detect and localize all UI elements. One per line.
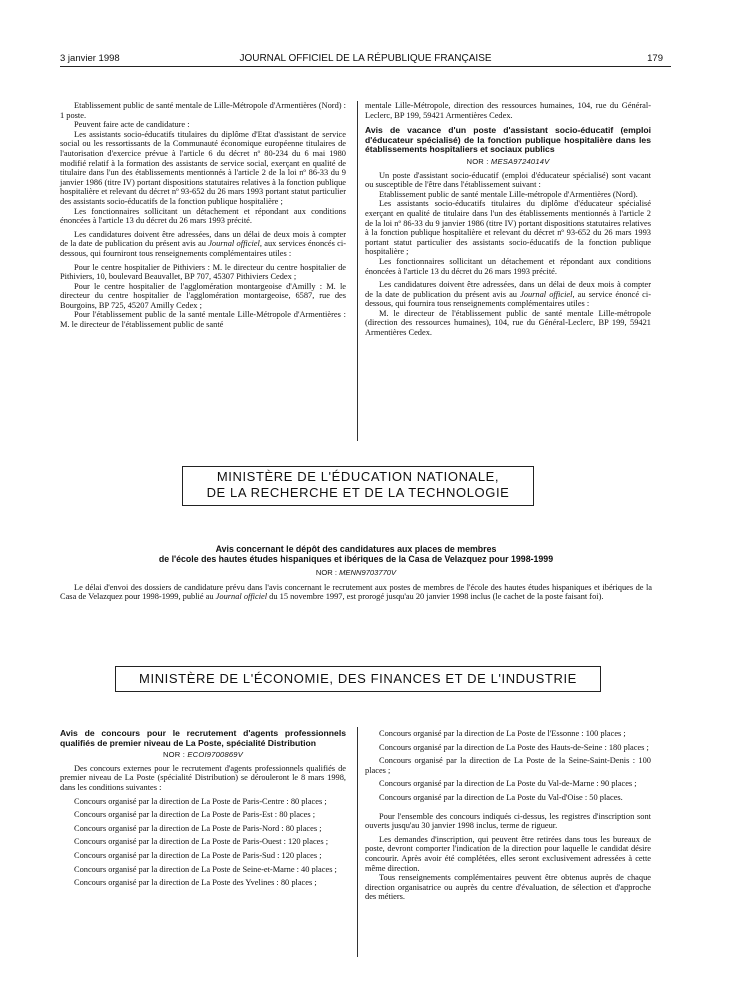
avis-concours-title: Avis de concours pour le recrutement d'agents professionnels qualifiés de premier niveau de La Poste, spécialité Distribution bbox=[60, 728, 346, 748]
paragraph-continuation: mentale Lille-Métropole, direction des ressources humaines, 104, rue du Général-Leclerc, BP 199, 59421 Armentières Cedex. bbox=[365, 101, 651, 120]
column-bottom-left bbox=[60, 729, 346, 888]
paragraph: Les assistants socio-éducatifs titulaires du diplôme d'Etat d'assistant de service social ou les ressortissants de la Communauté économique européenne titulaires de l'autorisation d'exercice prévue à l'article 6 du décret nº 80-234 du 6 mai 1980 modifié relatif à la formation des assistants de service social, exerçant en qualité de titulaire dans l'un des établissements mentionnés à l'article 2 de la loi nº 86-33 du 9 janvier 1986 (titre IV) portant dispositions statutaires relatives à la fonction publique hospitalière et relevant du décret nº 93-652 du 26 mars 1993 portant statut particulier des assistants socio-éducatifs de la fonction publique hospitalière ; bbox=[60, 129, 346, 206]
ministry-heading-economie bbox=[115, 666, 601, 692]
list-item: Concours organisé par la direction de La Poste de l'Essonne : 100 places ; bbox=[379, 729, 626, 738]
header-journal-title: JOURNAL OFFICIEL DE LA RÉPUBLIQUE FRANÇAISE bbox=[239, 53, 492, 64]
list-item: Concours organisé par la direction de La Poste des Hauts-de-Seine : 180 places ; bbox=[379, 742, 649, 752]
avis-title-line: de l'école des hautes études hispaniques et ibériques de la Casa de Velazquez pour 1998-1999 bbox=[158, 554, 554, 564]
paragraph: Peuvent faire acte de candidature : bbox=[74, 120, 190, 130]
header-rule bbox=[60, 66, 671, 67]
list-item: Concours organisé par la direction de La Poste de Paris-Centre : 80 places ; bbox=[74, 796, 327, 806]
paragraph: Les fonctionnaires sollicitant un détachement et répondant aux conditions énoncées à l'article 13 du décret du 26 mars 1993 précité. bbox=[365, 256, 651, 276]
paragraph: Tous renseignements complémentaires peuvent être obtenus auprès de chaque direction organisatrice ou auprès du centre d'évaluation, de sélection et d'approche des métiers. bbox=[365, 873, 651, 902]
avis-casa-velazquez bbox=[60, 544, 652, 602]
ministry-line: DE LA RECHERCHE ET DE LA TECHNOLOGIE bbox=[206, 485, 510, 500]
column-divider bbox=[357, 727, 358, 957]
paragraph: Les assistants socio-éducatifs titulaires du diplôme d'éducateur spécialisé exerçant en qualité de titulaire dans l'un des établissements mentionnés à l'article 2 de la loi nº 86-33 du 9 janvier 1986 (titre IV) portant dispositions statutaires relatives à la fonction publique hospitalière et relevant du décret nº 93-652 du 26 mars 1993 portant statut particulier des assistants socio-éducatifs de la fonction publique hospitalière ; bbox=[365, 199, 651, 257]
paragraph-address: M. le directeur de l'établissement public de santé mentale Lille-métropole (direction des ressources humaines), 104, rue du Général-Leclerc, BP 199, 59421 Armentières Cedex. bbox=[365, 308, 651, 338]
page-header bbox=[60, 53, 671, 67]
column-divider bbox=[357, 101, 358, 441]
nor-reference: NOR : ECOI9700869V bbox=[163, 750, 243, 760]
list-item: Concours organisé par la direction de La Poste de Paris-Ouest : 120 places ; bbox=[74, 837, 329, 847]
paragraph-intro: Des concours externes pour le recrutement d'agents professionnels qualifiés de premier niveau de La Poste (spécialité Distribution) se dérouleront le 8 mars 1998, dans les conditions suivantes : bbox=[60, 763, 346, 792]
nor-reference: NOR : MESA9724014V bbox=[466, 156, 550, 166]
paragraph: Le délai d'envoi des dossiers de candidature prévu dans l'avis concernant le recrutement aux postes de membres de l'école des hautes études hispaniques et ibériques de la Casa de Velazquez pour 1998-1999, publié au Journal officiel du 15 novembre 1997, est prorogé jusqu'au 20 janvier 1998 inclus (le cachet de la poste faisant foi). bbox=[60, 582, 652, 602]
list-item: Concours organisé par la direction de La Poste de Paris-Nord : 80 places ; bbox=[74, 823, 322, 833]
ministry-line: MINISTÈRE DE L'ÉDUCATION NATIONALE, bbox=[216, 469, 500, 484]
column-top-left bbox=[60, 101, 346, 330]
column-bottom-right bbox=[365, 729, 651, 902]
paragraph-candidatures: Les candidatures doivent être adressées, dans un délai de deux mois à compter de la date de publication du présent avis au Journal officiel, au service énoncé ci-dessous, qui fournira tous renseignements complémentaires utiles : bbox=[365, 280, 652, 309]
avis-title-line: Avis concernant le dépôt des candidatures aux places de membres bbox=[215, 544, 497, 554]
list-item: Concours organisé par la direction de La Poste de Seine-et-Marne : 40 places ; bbox=[74, 864, 337, 874]
list-item: Concours organisé par la direction de La Poste de la Seine-Saint-Denis : 100 places ; bbox=[365, 756, 651, 775]
paragraph: Etablissement public de santé mentale Lille-métropole d'Armentières (Nord). bbox=[379, 189, 638, 199]
list-item: Concours organisé par la direction de La Poste du Val-de-Marne : 90 places ; bbox=[379, 779, 637, 789]
paragraph: Les demandes d'inscription, qui peuvent être retirées dans tous les bureaux de poste, devront comporter l'indication de la direction pour laquelle le candidat désire concourir. Après avoir été complétées, elles seront exclusivement adressées à cette même direction. bbox=[365, 834, 651, 873]
list-item: Concours organisé par la direction de La Poste du Val-d'Oise : 50 places. bbox=[379, 792, 623, 802]
paragraph: Un poste d'assistant socio-éducatif (emploi d'éducateur spécialisé) sont vacant ou susceptible de l'être dans l'établissement suivant : bbox=[365, 170, 651, 190]
ministry-heading-education bbox=[182, 466, 534, 506]
list-item: Concours organisé par la direction de La Poste de Paris-Sud : 120 places ; bbox=[74, 850, 322, 860]
ministry-line: MINISTÈRE DE L'ÉCONOMIE, DES FINANCES ET DE L'INDUSTRIE bbox=[139, 671, 577, 686]
list-item: Concours organisé par la direction de La Poste de Paris-Est : 80 places ; bbox=[74, 810, 316, 820]
header-page-number: 179 bbox=[647, 53, 663, 64]
nor-reference: NOR : MENN9703770V bbox=[315, 568, 397, 577]
paragraph: Pour le centre hospitalier de l'agglomération montargeoise d'Amilly : M. le directeur du centre hospitalier de l'agglomération montargeoise, 6587, rue des Bourgoins, BP 725, 45207 Amilly Cedex ; bbox=[60, 281, 346, 310]
paragraph: Pour le centre hospitalier de Pithiviers : M. le directeur du centre hospitalier de Pithiviers, 10, boulevard Beauvallet, BP 707, 45307 Pithiviers Cedex ; bbox=[60, 262, 346, 282]
avis-vacance-title: Avis de vacance d'un poste d'assistant socio-éducatif (emploi d'éducateur spécialisé) de la fonction publique hospitalière dans les établissements hospitaliers et sociaux publics bbox=[365, 125, 651, 155]
header-date: 3 janvier 1998 bbox=[60, 53, 120, 64]
paragraph: Pour l'établissement public de la santé mentale Lille-Métropole d'Armentières : M. le directeur de l'établissement public de santé bbox=[60, 310, 346, 330]
paragraph: Les fonctionnaires sollicitant un détachement et répondant aux conditions énoncées à l'article 13 du décret du 26 mars 1993 précité. bbox=[60, 206, 346, 226]
list-item: Concours organisé par la direction de La Poste des Yvelines : 80 places ; bbox=[74, 878, 317, 888]
paragraph-candidatures: Les candidatures doivent être adressées, dans un délai de deux mois à compter de la date de publication du présent avis au Journal officiel, aux services énoncés ci-dessous, qui fourniront tous renseignements complémentaires utiles : bbox=[60, 229, 347, 258]
paragraph: Etablissement public de santé mentale de Lille-Métropole d'Armentières (Nord) : 1 poste. bbox=[60, 101, 346, 120]
paragraph: Pour l'ensemble des concours indiqués ci-dessus, les registres d'inscription sont ouverts jusqu'au 30 janvier 1998 inclus, terme de rigueur. bbox=[365, 811, 651, 831]
column-top-right bbox=[365, 101, 651, 338]
